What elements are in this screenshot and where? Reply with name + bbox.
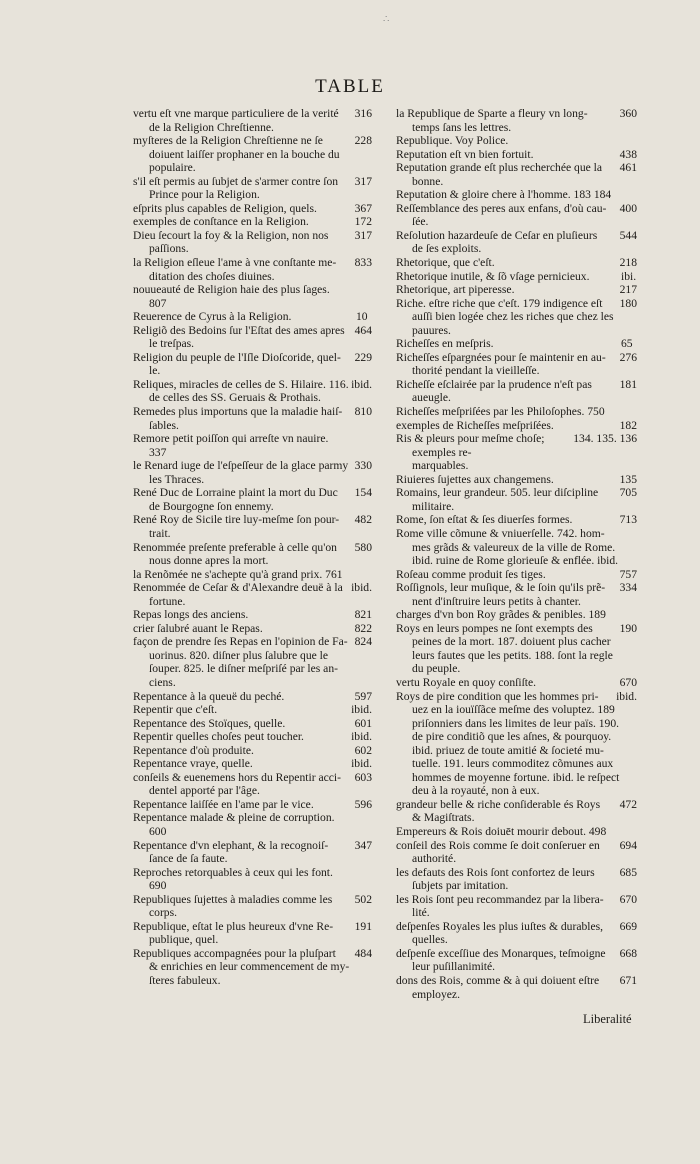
index-entry xyxy=(396,527,647,568)
entry-text: Riche. eſtre riche que c'eſt. 179 indigence eſt auſſi bien logée chez les riches que chez les pauures. xyxy=(396,296,614,337)
index-entry xyxy=(396,920,647,947)
entry-text: la Republique de Sparte a fleury vn long- temps ſans les lettres. xyxy=(396,107,588,134)
index-entry xyxy=(133,256,382,283)
entry-text: nouueauté de Religion haie des plus ſages. 807 xyxy=(133,283,330,310)
index-entry xyxy=(396,473,647,487)
index-entry xyxy=(133,757,382,771)
index-entry xyxy=(133,513,382,540)
index-entry xyxy=(396,839,647,866)
entry-page: 316 xyxy=(354,107,372,120)
index-entry xyxy=(133,622,382,636)
index-entry xyxy=(133,730,382,744)
index-entry xyxy=(396,581,647,608)
entry-text: Reputation eſt vn bien fortuit. xyxy=(396,147,534,161)
index-entry xyxy=(133,229,382,256)
index-column-left xyxy=(133,107,382,988)
entry-page: ibid. xyxy=(351,757,372,771)
entry-text: Reputation grande eſt plus recherchée que la bonne. xyxy=(396,161,603,188)
entry-text: Romains, leur grandeur. 505. leur diſcipline militaire. xyxy=(396,486,599,513)
entry-page: 180 xyxy=(619,296,637,310)
index-entry xyxy=(133,893,382,920)
index-entry xyxy=(396,378,647,405)
entry-page: 182 xyxy=(619,418,637,432)
entry-page: 671 xyxy=(619,974,637,987)
entry-page: 833 xyxy=(354,256,372,270)
entry-text: deſpenſes Royales les plus iuſtes & durables, quelles. xyxy=(396,919,604,947)
index-entry xyxy=(396,107,647,134)
entry-text: façon de prendre ſes Repas en l'opinion de Fa- uorinus. 820. diſner plus ſalubre que le ſouper. 825. le diſner meſpriſé par les an- ciens. xyxy=(133,635,348,689)
index-entry xyxy=(396,405,647,419)
entry-page: ibid. xyxy=(616,689,637,703)
index-entry xyxy=(133,920,382,947)
entry-text: Religiõ des Bedoins ſur l'Eſtat des ames apres le treſpas. xyxy=(133,323,345,351)
entry-page: 580 xyxy=(354,540,372,554)
index-entry xyxy=(396,161,647,188)
entry-text: Reputation & gloire chere à l'homme. 183 184 xyxy=(396,188,612,202)
entry-page: 461 xyxy=(619,161,637,175)
entry-page: 317 xyxy=(354,228,372,242)
entry-page: 360 xyxy=(619,107,637,120)
index-entry xyxy=(133,866,382,893)
index-entry xyxy=(396,486,647,513)
index-entry xyxy=(133,541,382,568)
entry-text: la Renõmée ne s'achepte qu'à grand prix. 761 xyxy=(133,567,343,581)
index-entry xyxy=(133,107,382,134)
entry-text: Repentance d'vn elephant, & la recognoiſ- ſance de ſa faute. xyxy=(133,838,329,866)
entry-text: vertu Royale en quoy conſiſte. xyxy=(396,675,537,689)
index-column-right xyxy=(396,107,647,1001)
entry-text: Republiques ſujettes à maladies comme les corps. xyxy=(133,892,333,920)
index-entry xyxy=(396,866,647,893)
entry-text: la Religion eſleue l'ame à vne conſtante me- ditation des choſes diuines. xyxy=(133,256,337,283)
index-entry xyxy=(133,405,382,432)
entry-text: Reliques, miracles de celles de S. Hilaire. 116. de celles des SS. Geruais & Prothais. xyxy=(133,377,349,405)
index-entry xyxy=(396,351,647,378)
index-entry xyxy=(396,825,647,839)
index-entry xyxy=(396,690,647,798)
index-entry xyxy=(396,419,647,433)
index-entry xyxy=(133,459,382,486)
entry-text: Roys en leurs pompes ne ſont exempts des peines de la mort. 187. doiuent plus cacher leurs fautes que les petits. 188. ſont la regle du peuple. xyxy=(396,621,613,676)
entry-page: 484 xyxy=(354,946,372,960)
entry-page: 685 xyxy=(619,865,637,879)
index-entry xyxy=(133,839,382,866)
entry-text: le Renard iuge de l'eſpeſſeur de la glace parmy les Thraces. xyxy=(133,459,349,486)
entry-page: 669 xyxy=(619,919,637,933)
entry-page: 154 xyxy=(354,486,372,500)
entry-text: Repentance malade & pleine de corruption. 600 xyxy=(133,811,335,838)
index-entry xyxy=(133,690,382,704)
entry-page: 472 xyxy=(619,797,637,811)
entry-page: 400 xyxy=(619,201,637,215)
entry-page: 134. 135. 136 xyxy=(573,432,637,446)
index-entry xyxy=(396,676,647,690)
entry-text: Rome ville cõmune & vniuerſelle. 742. hom- mes grãds & valeureux de la ville de Rome. ibid. ruine de Rome glorieuſe & enflée. ibid. xyxy=(396,526,619,568)
entry-text: Rhetorique, art piperesse. xyxy=(396,283,515,297)
entry-text: Reſolution hazardeuſe de Ceſar en pluſieurs de ſes exploits. xyxy=(396,228,598,256)
entry-text: René Roy de Sicile tire luy-meſme ſon pour- trait. xyxy=(133,513,340,540)
index-entry xyxy=(396,148,647,162)
entry-text: les Rois ſont peu recommandez par la libera- lité. xyxy=(396,892,604,920)
entry-page: 172 xyxy=(354,215,372,229)
entry-page: 668 xyxy=(619,946,637,960)
index-entry xyxy=(133,283,382,310)
entry-page: 694 xyxy=(619,838,637,852)
entry-text: les defauts des Rois ſont confortez de leurs ſubjets par imitation. xyxy=(396,865,595,893)
entry-text: s'il eſt permis au ſubjet de s'armer contre ſon Prince pour la Religion. xyxy=(133,174,339,202)
entry-page: ibid. xyxy=(351,730,372,744)
index-entry xyxy=(133,324,382,351)
entry-text: Repentance à la queuë du peché. xyxy=(133,689,285,703)
index-entry xyxy=(396,297,647,338)
index-entry xyxy=(133,215,382,229)
entry-text: Reuerence de Cyrus à la Religion. xyxy=(133,310,292,324)
index-entry xyxy=(396,568,647,582)
index-entry xyxy=(133,175,382,202)
entry-text: deſpenſe exceſſiue des Monarques, teſmoigne leur puſillanimité. xyxy=(396,946,606,974)
entry-text: Remedes plus importuns que la maladie haiſ- ſables. xyxy=(133,405,343,432)
index-entry xyxy=(396,432,647,473)
index-entry xyxy=(133,703,382,717)
entry-page: 670 xyxy=(619,892,637,906)
entry-text: Roſeau comme produit ſes tiges. xyxy=(396,567,546,581)
entry-page: 191 xyxy=(354,919,372,933)
entry-text: Riuieres ſujettes aux changemens. xyxy=(396,472,554,486)
entry-text: Richeſſes eſpargnées pour ſe maintenir en au- thorité pendant la vieilleſſe. xyxy=(396,350,606,378)
index-entry xyxy=(133,202,382,216)
entry-page: 821 xyxy=(354,608,372,622)
index-entry xyxy=(133,568,382,582)
entry-text: Dieu ſecourt la foy & la Religion, non nos paſſions. xyxy=(133,228,329,256)
entry-text: Renommée de Ceſar & d'Alexandre deuë à la fortune. xyxy=(133,581,343,608)
entry-text: Remore petit poiſſon qui arreſte vn nauire. 337 xyxy=(133,432,329,459)
entry-page: 367 xyxy=(354,201,372,215)
entry-page: 810 xyxy=(354,405,372,419)
entry-page: 602 xyxy=(354,743,372,757)
entry-page: 464 xyxy=(354,323,372,337)
entry-page: 544 xyxy=(619,228,637,242)
entry-text: vertu eſt vne marque particuliere de la verité de la Religion Chreſtienne. xyxy=(133,107,339,134)
entry-text: Ris & pleurs pour meſme choſe; exemples re- marquables. xyxy=(396,432,545,473)
entry-page: 670 xyxy=(619,675,637,689)
index-entry xyxy=(396,893,647,920)
index-entry xyxy=(133,717,382,731)
entry-page: 218 xyxy=(619,256,637,270)
entry-text: Repentance laiſſée en l'ame par le vice. xyxy=(133,797,314,811)
entry-page: 597 xyxy=(354,689,372,703)
entry-text: Repentir que c'eſt. xyxy=(133,703,218,717)
entry-text: Republiques accompagnées pour la pluſpart & enrichies en leur commencement de my- ſteres fabuleux. xyxy=(133,946,350,987)
entry-text: conſeil des Rois comme ſe doit conſeruer en authorité. xyxy=(396,838,600,866)
entry-page: 822 xyxy=(354,621,372,635)
index-entry xyxy=(396,974,647,1001)
entry-text: myſteres de la Religion Chreſtienne ne ſe doiuent laiſſer prophaner en la bouche du populaire. xyxy=(133,134,340,175)
entry-page: 190 xyxy=(619,621,637,635)
entry-page: 757 xyxy=(619,567,637,581)
entry-page: 330 xyxy=(354,459,372,473)
entry-page: 334 xyxy=(619,581,637,595)
entry-text: Rhetorique, que c'eſt. xyxy=(396,256,495,270)
index-entry xyxy=(396,256,647,270)
entry-text: Repentance vraye, quelle. xyxy=(133,757,253,771)
index-entry: 10 Reuerence de Cyrus à la Religion. xyxy=(133,310,368,324)
index-entry xyxy=(396,513,647,527)
entry-text: Empereurs & Rois doiuēt mourir debout. 498 xyxy=(396,824,607,838)
entry-page: 824 xyxy=(354,635,372,649)
entry-page: 181 xyxy=(619,377,637,391)
index-entry xyxy=(396,134,647,148)
entry-text: Repentance d'où produite. xyxy=(133,743,254,757)
entry-page: 317 xyxy=(354,174,372,188)
index-entry xyxy=(396,188,647,202)
index-entry xyxy=(396,622,647,676)
entry-page: 347 xyxy=(354,838,372,852)
index-entry xyxy=(133,635,382,689)
index-entry xyxy=(133,486,382,513)
entry-text: conſeils & euenemens hors du Repentir acci- dentel apporté par l'âge. xyxy=(133,770,341,798)
entry-text: Roſſignols, leur muſique, & le ſoin qu'ils prẽ- nent d'inſtruire leurs petits à chanter. xyxy=(396,581,606,608)
index-entry xyxy=(133,947,382,988)
entry-text: Reproches retorquables à ceux qui les font. 690 xyxy=(133,865,333,893)
entry-text: crier ſalubré auant le Repas. xyxy=(133,621,263,635)
entry-text: Republique, eſtat le plus heureux d'vne Re- publique, quel. xyxy=(133,919,334,947)
entry-text: Repas longs des anciens. xyxy=(133,608,249,622)
entry-text: Reſſemblance des peres aux enfans, d'où cau- ſée. xyxy=(396,201,607,229)
entry-page: 603 xyxy=(354,770,372,784)
entry-text: Repentir quelles choſes peut toucher. xyxy=(133,730,304,744)
index-entry xyxy=(133,432,382,459)
catchword: Liberalité xyxy=(583,1012,632,1026)
entry-text: Richeſſes meſpriſées par les Philoſophes. 750 xyxy=(396,405,605,419)
entry-text: Rhetorique inutile, & ſõ vſage pernicieux. xyxy=(396,269,590,283)
entry-page: ibid. xyxy=(351,377,372,391)
entry-page: ibid. xyxy=(351,581,372,595)
entry-text: Rome, ſon eſtat & ſes diuerſes formes. xyxy=(396,513,573,527)
entry-text: Roys de pire condition que les hommes pri- uez en la iouïſſãce meſme des voluptez. 189 priſonniers dans les limites de leur païs. 190. de pire conditiõ que les aſnes, & pourquoy. ibid. priuez de toute amitié & ſocieté mu- tuelle. 191. leurs commoditez cõmunes aux hommes de moyenne fortune. ibid. le reſpect deu à la royauté, non à eux. xyxy=(396,689,620,798)
entry-page: 502 xyxy=(354,892,372,906)
entry-text: Republique. Voy Police. xyxy=(396,134,509,148)
entry-text: Religion du peuple de l'Iſle Dioſcoride, quel- le. xyxy=(133,350,341,378)
entry-page: 713 xyxy=(619,513,637,527)
entry-text: Richeſſe eſclairée par la prudence n'eſt pas aueugle. xyxy=(396,377,592,405)
entry-text: eſprits plus capables de Religion, quels. xyxy=(133,201,317,215)
index-entry xyxy=(396,283,647,297)
index-entry xyxy=(396,202,647,229)
entry-text: Richeſſes en meſpris. xyxy=(396,337,494,351)
index-entry: 65 Richeſſes en meſpris. xyxy=(396,337,633,351)
entry-page: 482 xyxy=(354,513,372,527)
entry-text: Renommée preſente preferable à celle qu'on nous donne apres la mort. xyxy=(133,540,337,568)
entry-page: 229 xyxy=(354,350,372,364)
entry-page: 276 xyxy=(619,350,637,364)
index-entry xyxy=(396,608,647,622)
entry-page: 228 xyxy=(354,134,372,148)
index-entry xyxy=(133,771,382,798)
entry-page: 601 xyxy=(354,716,372,730)
index-entry xyxy=(133,798,382,812)
entry-text: exemples de Richeſſes meſpriſées. xyxy=(396,418,554,432)
entry-text: dons des Rois, comme & à qui doiuent eſtre employez. xyxy=(396,974,600,1001)
index-entry xyxy=(133,134,382,175)
entry-page: ibid. xyxy=(351,703,372,717)
index-entry xyxy=(396,947,647,974)
index-entry xyxy=(396,229,647,256)
index-entry xyxy=(133,378,382,405)
index-entry xyxy=(133,608,382,622)
index-entry xyxy=(133,744,382,758)
entry-page: 596 xyxy=(354,797,372,811)
corner-mark: ∴ xyxy=(383,14,390,25)
entry-page: 438 xyxy=(619,147,637,161)
index-entry xyxy=(396,798,647,825)
index-entry xyxy=(133,581,382,608)
entry-text: charges d'vn bon Roy grãdes & penibles. 189 xyxy=(396,608,606,622)
entry-text: grandeur belle & riche conſiderable és Roys & Magiſtrats. xyxy=(396,797,601,825)
entry-page: 135 xyxy=(619,472,637,486)
index-entry xyxy=(133,811,382,838)
entry-page: 217 xyxy=(619,283,637,297)
page-title: TABLE xyxy=(315,76,385,97)
index-entry: ibi. Rhetorique inutile, & ſõ vſage pernicieux. xyxy=(396,269,637,283)
entry-text: Repentance des Stoïques, quelle. xyxy=(133,716,286,730)
entry-text: exemples de conſtance en la Religion. xyxy=(133,215,309,229)
index-entry xyxy=(133,351,382,378)
entry-text: René Duc de Lorraine plaint la mort du Duc de Bourgogne ſon ennemy. xyxy=(133,486,338,513)
entry-page: 705 xyxy=(619,486,637,500)
